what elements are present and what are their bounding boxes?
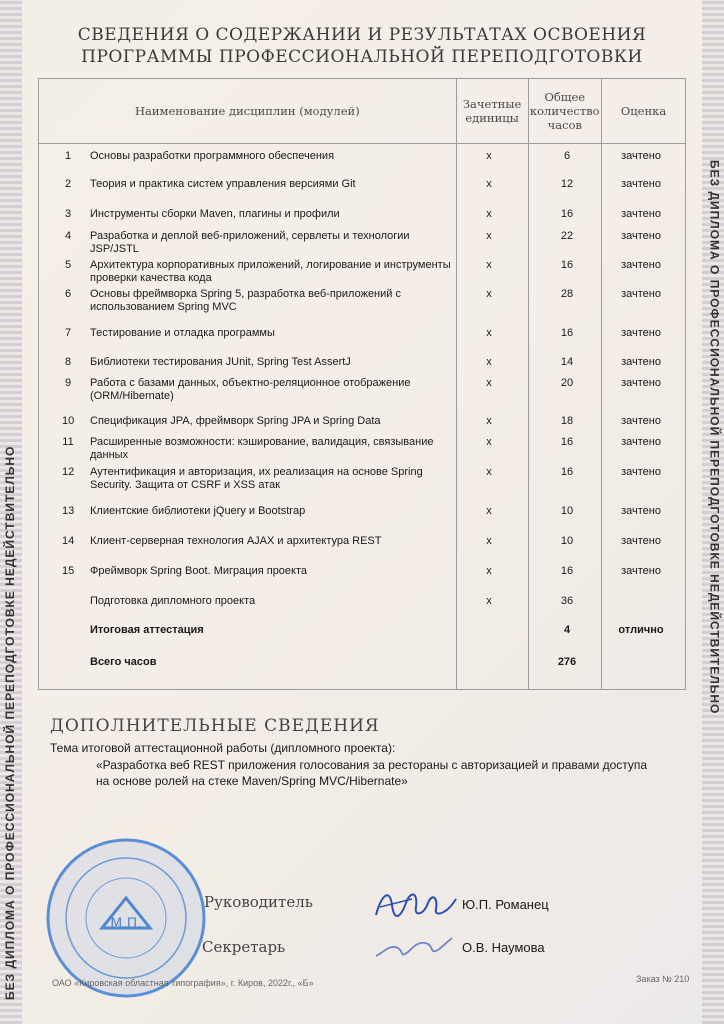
row-grade: зачтено bbox=[621, 377, 661, 389]
head-label: Руководитель bbox=[204, 893, 313, 911]
row-grade: зачтено bbox=[621, 356, 661, 368]
row-hours: 22 bbox=[560, 230, 574, 242]
row-name: Подготовка дипломного проекта bbox=[90, 595, 256, 607]
row-credits: x bbox=[486, 150, 492, 162]
row-credits: x bbox=[486, 466, 492, 478]
row-grade: зачтено bbox=[621, 535, 661, 547]
head-signature bbox=[372, 885, 460, 925]
row-hours: 16 bbox=[560, 565, 574, 577]
row-name: Клиентские библиотеки jQuery и Bootstrap bbox=[90, 505, 306, 517]
header-hours: Общее количество часов bbox=[528, 79, 602, 144]
printer-footer: ОАО «Кировская областная типография», г. Киров, 2022г., «Б» bbox=[52, 978, 314, 988]
title-line-2: ПРОГРАММЫ ПРОФЕССИОНАЛЬНОЙ ПЕРЕПОДГОТОВКИ bbox=[81, 47, 643, 67]
row-num: 11 bbox=[62, 436, 74, 448]
row-grade: зачтено bbox=[621, 259, 661, 271]
row-hours: 10 bbox=[560, 505, 574, 517]
row-name: Разработка и деплой веб-приложений, сервлеты и технологии JSP/JSTL bbox=[90, 230, 410, 255]
row-num: 1 bbox=[64, 150, 72, 162]
row-grade: зачтено bbox=[621, 178, 661, 190]
row-credits: x bbox=[486, 208, 492, 220]
row-hours: 14 bbox=[560, 356, 574, 368]
official-stamp bbox=[44, 836, 208, 1000]
row-name: Основы разработки программного обеспечения bbox=[90, 150, 335, 162]
row-hours: 4 bbox=[563, 624, 571, 636]
row-hours: 16 bbox=[560, 259, 574, 271]
row-credits: x bbox=[486, 288, 492, 300]
secretary-name: О.В. Наумова bbox=[462, 940, 545, 955]
row-num: 10 bbox=[62, 415, 75, 427]
row-credits: x bbox=[486, 565, 492, 577]
row-credits: x bbox=[486, 415, 492, 427]
secretary-label: Секретарь bbox=[202, 938, 286, 956]
row-credits: x bbox=[486, 356, 492, 368]
row-name: Аутентификация и авторизация, их реализация на основе Spring Security. Защита от CSRF и XSS атак bbox=[90, 466, 423, 491]
row-name: Работа с базами данных, объектно-реляционное отображение (ORM/Hibernate) bbox=[90, 377, 411, 402]
row-hours: 16 bbox=[560, 327, 574, 339]
left-side-text: БЕЗ ДИПЛОМА О ПРОФЕССИОНАЛЬНОЙ ПЕРЕПОДГОТОВКЕ НЕДЕЙСТВИТЕЛЬНО bbox=[3, 445, 17, 1000]
row-num: 3 bbox=[64, 208, 72, 220]
thesis-topic-text: «Разработка веб REST приложения голосования за рестораны с авторизацией и правами доступа на основе ролей на стеке Maven/Spring MVC/Hibernate» bbox=[96, 758, 648, 788]
row-num: 13 bbox=[62, 505, 75, 517]
secretary-signature bbox=[372, 930, 456, 964]
row-num: 12 bbox=[62, 466, 75, 478]
row-hours: 20 bbox=[560, 377, 574, 389]
title-line-1: СВЕДЕНИЯ О СОДЕРЖАНИИ И РЕЗУЛЬТАТАХ ОСВОЕНИЯ bbox=[77, 25, 647, 45]
row-num: 4 bbox=[64, 230, 72, 242]
row-name: Основы фреймворка Spring 5, разработка веб-приложений с использованием Spring MVC bbox=[90, 288, 401, 313]
row-credits: x bbox=[486, 535, 492, 547]
row-hours: 36 bbox=[560, 595, 574, 607]
row-hours: 16 bbox=[560, 466, 574, 478]
row-name: Фреймворк Spring Boot. Миграция проекта bbox=[90, 565, 308, 577]
row-grade: зачтено bbox=[621, 288, 661, 300]
row-hours: 16 bbox=[560, 436, 574, 448]
row-grade: зачтено bbox=[621, 505, 661, 517]
row-hours: 16 bbox=[560, 208, 574, 220]
row-credits: x bbox=[486, 327, 492, 339]
row-grade: зачтено bbox=[621, 208, 661, 220]
row-hours: 10 bbox=[560, 535, 574, 547]
row-credits: x bbox=[486, 230, 492, 242]
row-num: 9 bbox=[64, 377, 72, 389]
header-name: Наименование дисциплин (модулей) bbox=[39, 79, 457, 144]
row-credits: x bbox=[486, 377, 492, 389]
page-title bbox=[60, 24, 664, 68]
row-credits: x bbox=[486, 505, 492, 517]
row-num: 14 bbox=[62, 535, 75, 547]
additional-info-title: ДОПОЛНИТЕЛЬНЫЕ СВЕДЕНИЯ bbox=[50, 716, 380, 736]
row-grade: зачтено bbox=[621, 230, 661, 242]
table-header-row bbox=[39, 79, 686, 144]
row-hours: 12 bbox=[560, 178, 574, 190]
row-hours: 28 bbox=[560, 288, 574, 300]
row-grade: зачтено bbox=[621, 327, 661, 339]
row-credits: x bbox=[486, 595, 492, 607]
row-grade: зачтено bbox=[621, 415, 661, 427]
row-name: Архитектура корпоративных приложений, логирование и инструменты проверки качества кода bbox=[90, 259, 451, 284]
row-name: Инструменты сборки Maven, плагины и профили bbox=[90, 208, 340, 220]
row-num: 6 bbox=[64, 288, 72, 300]
header-grade: Оценка bbox=[602, 79, 686, 144]
thesis-topic-label: Тема итоговой аттестационной работы (дипломного проекта): bbox=[50, 741, 396, 755]
row-grade: отлично bbox=[618, 624, 664, 636]
row-grade: зачтено bbox=[621, 436, 661, 448]
row-num: 8 bbox=[64, 356, 72, 368]
row-hours: 18 bbox=[560, 415, 574, 427]
row-name: Итоговая аттестация bbox=[90, 624, 204, 636]
header-credits: Зачетные единицы bbox=[456, 79, 528, 144]
right-side-text: БЕЗ ДИПЛОМА О ПРОФЕССИОНАЛЬНОЙ ПЕРЕПОДГОТОВКЕ НЕДЕЙСТВИТЕЛЬНО bbox=[707, 160, 721, 715]
row-credits: x bbox=[486, 178, 492, 190]
stamp-mp-text: М.П. bbox=[110, 916, 142, 932]
row-grade: зачтено bbox=[621, 466, 661, 478]
row-num: 2 bbox=[64, 178, 72, 190]
row-grade: зачтено bbox=[621, 565, 661, 577]
row-name: Теория и практика систем управления версиями Git bbox=[90, 178, 356, 190]
row-num: 7 bbox=[64, 327, 72, 339]
row-name: Клиент-серверная технология AJAX и архитектура REST bbox=[90, 535, 382, 547]
row-name: Тестирование и отладка программы bbox=[90, 327, 275, 339]
row-credits: x bbox=[486, 259, 492, 271]
row-name: Расширенные возможности: кэширование, валидация, связывание данных bbox=[90, 436, 434, 461]
head-name: Ю.П. Романец bbox=[462, 897, 549, 912]
row-hours: 6 bbox=[563, 150, 571, 162]
row-num: 15 bbox=[62, 565, 75, 577]
row-hours: 276 bbox=[557, 656, 577, 668]
order-number: Заказ № 210 bbox=[636, 974, 690, 984]
row-num: 5 bbox=[64, 259, 72, 271]
row-name: Всего часов bbox=[90, 656, 157, 668]
row-grade: зачтено bbox=[621, 150, 661, 162]
row-credits: x bbox=[486, 436, 492, 448]
row-name: Библиотеки тестирования JUnit, Spring Test AssertJ bbox=[90, 356, 351, 368]
row-name: Спецификация JPA, фреймворк Spring JPA и Spring Data bbox=[90, 415, 381, 427]
